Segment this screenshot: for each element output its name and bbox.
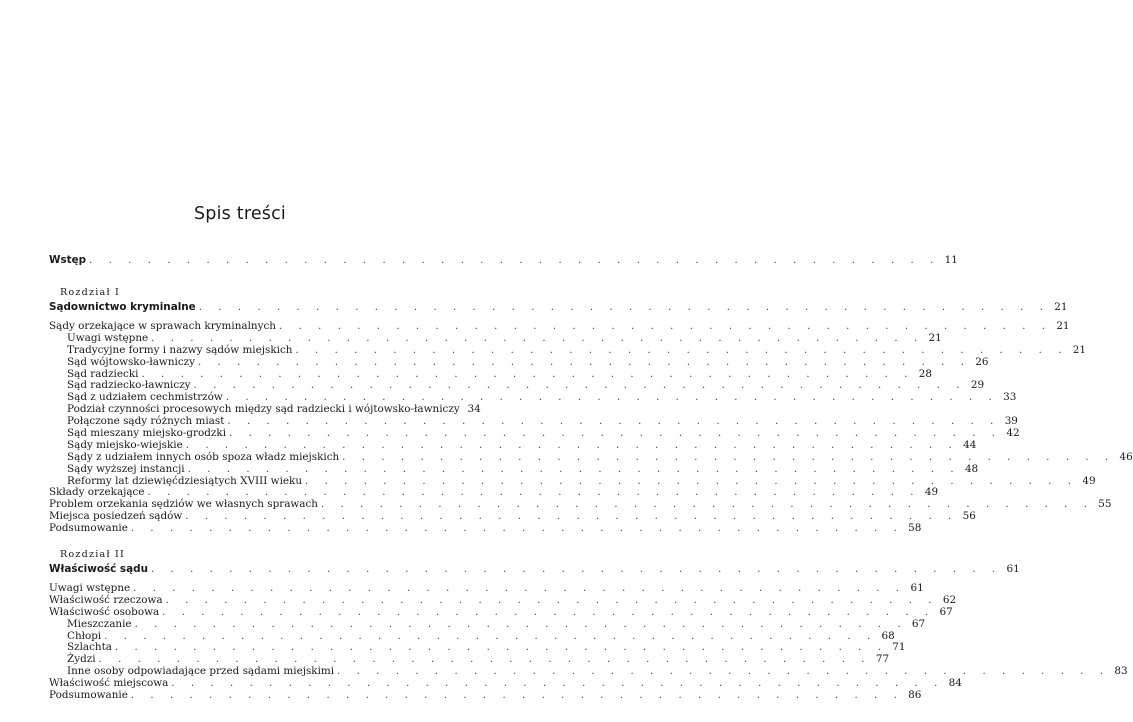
- dot-leader: . . . . . . . . . . . . . . . . . . . . . . . . . . . . . . . . . . . . . . . .: [198, 356, 971, 368]
- toc-entry-page: 55: [1094, 499, 1112, 511]
- toc-entry-page: 46: [1115, 452, 1133, 464]
- toc-entry-label: Sąd z udziałem cechmistrzów: [49, 392, 226, 404]
- dot-leader: . . . . . . . . . . . . . . . . . . . . . . . . . . . . . . . . . . . . . . . . . . . .: [198, 302, 1050, 313]
- dot-leader: . . . . . . . . . . . . . . . . . . . . . . . . . . . . . . . . . . . . . . . .: [151, 332, 924, 344]
- dot-leader: . . . . . . . . . . . . . . . . . . . . . . . . . . . . . . . . . . . . . . . .: [185, 511, 958, 523]
- toc-entry-label: Szlachta: [49, 642, 115, 654]
- spacer: [49, 535, 427, 549]
- toc-entry-page: 21: [1068, 345, 1086, 357]
- dot-leader: . . . . . . . . . . . . . . . . . . . . . . . . . . . . . . . . . . . . . . . .: [227, 416, 1000, 428]
- toc-entry-label: Chłopi: [49, 631, 104, 643]
- toc-entry-page: 71: [888, 642, 906, 654]
- toc-entry-page: 26: [971, 357, 989, 369]
- toc-entry[interactable]: [49, 617, 926, 631]
- toc-entry-page: 33: [998, 392, 1016, 404]
- dot-leader: . . . . . . . . . . . . . . . . . . . . . . . . . . . . . . . . . . . . . . . .: [130, 523, 904, 535]
- toc-entry-page: 67: [907, 619, 925, 631]
- toc-entry-page: 21: [924, 333, 942, 345]
- dot-leader: . . . . . . . . . . . . . . . . . . . . . . . . . . . . . . . . . . . . . . . .: [305, 475, 1078, 487]
- spacer: [49, 268, 427, 287]
- toc-entry[interactable]: [49, 343, 1086, 357]
- toc-entry-label: Inne osoby odpowiadające przed sądami miejskimi: [49, 666, 337, 678]
- toc-entry-page: 58: [903, 523, 921, 535]
- toc-entry-label: Właściwość osobowa: [49, 607, 162, 619]
- toc-entry-page: 11: [940, 252, 958, 268]
- toc-entry-page: 39: [1000, 416, 1018, 428]
- toc-entry-label: Właściwość sądu: [49, 561, 151, 577]
- chapter-label: Rozdział I: [60, 287, 120, 298]
- dot-leader: . . . . . . . . . . . . . . . . . . . . . . . . . . . . . . . . . . . . . . . .: [162, 606, 935, 618]
- dot-leader: . . . . . . . . . . . . . . . . . . . . . . . . . . . . . . . . . . . . . . . .: [279, 321, 1052, 332]
- dot-leader: . . . . . . . . . . . . . . . . . . . . . . . . . . . . . . . . . . . . . . . .: [295, 344, 1068, 356]
- dot-leader: . . . . . . . . . . . . . . . . . . . . . . . . . . . . . . . . . . . . . . . .: [187, 463, 961, 475]
- dot-leader: . . . . . . . . . . . . . . . . . . . . . . . . . . . . . . . . . . . . . . . .: [185, 439, 959, 451]
- dot-leader: . . . . . . . . . . . . . . . . . . . . . . . . . . . . . . . . . . . . . . . .: [193, 380, 967, 392]
- table-of-contents: [49, 252, 1133, 702]
- dot-leader: . . . . . . . . . . . . . . . . . . . . . . . . . . . . . . . . . . . . . . . .: [147, 487, 921, 499]
- toc-entry-label: Sąd wójtowsko-ławniczy: [49, 357, 198, 369]
- dot-leader: . . . . . . . . . . . . . . . . . . . . . . . . . . . . . . . . . . . . . . . .: [342, 451, 1115, 463]
- toc-entry-label: Miejsca posiedzeń sądów: [49, 511, 185, 523]
- toc-entry-page: 61: [1002, 561, 1020, 577]
- dot-leader: . . . . . . . . . . . . . . . . . . . . . . . . . . . . . . . . . . . . . . . .: [171, 678, 944, 690]
- chapter-title[interactable]: [49, 299, 1068, 315]
- toc-entry-page: 67: [935, 607, 953, 619]
- toc-entry-label: Podsumowanie: [49, 523, 131, 535]
- toc-entry-intro[interactable]: [49, 252, 958, 268]
- dot-leader: . . . . . . . . . . . . . . . . . . . . . . . . . . . . . . . . . . . . . . . .: [134, 618, 908, 630]
- toc-entry-label: Mieszczanie: [49, 619, 135, 631]
- toc-entry-label: Sądy wyższej instancji: [49, 464, 188, 476]
- toc-entry-page: 77: [871, 654, 889, 666]
- toc-entry-label: Sąd mieszany miejsko-grodzki: [49, 428, 229, 440]
- dot-leader: . . . . . . . . . . . . . . . . . . . . . . . . . . . . . . . . . . . . . . . . . . . .: [89, 255, 940, 266]
- toc-entry-label: Sądownictwo kryminalne: [49, 299, 199, 315]
- chapter-label: Rozdział II: [60, 549, 125, 561]
- toc-entry-label: Składy orzekające: [49, 487, 148, 499]
- toc-entry-page: 21: [1049, 299, 1067, 315]
- toc-entry-label: Uwagi wstępne: [49, 583, 133, 595]
- chapter-title[interactable]: [49, 561, 1020, 577]
- dot-leader: . . . . . . . . . . . . . . . . . . . . . . . . . . . . . . . . . . . . . . . .: [321, 499, 1094, 511]
- dot-leader: . . . . . . . . . . . . . . . . . . . . . . . . . . . . . . . . . . . . . . . .: [229, 428, 1002, 440]
- toc-entry-label: Żydzi: [49, 654, 99, 666]
- dot-leader: . . . . . . . . . . . . . . . . . . . . . . . . . . . . . . . . . . . . . . . .: [133, 583, 906, 595]
- toc-entry-page: 83: [1110, 666, 1128, 678]
- toc-entry[interactable]: [49, 641, 906, 654]
- toc-entry-label: Sąd radziecko-ławniczy: [49, 380, 194, 392]
- dot-leader: . . . . . . . . . . . . . . . . . . . . . . . . . . . . . . . . . . . . . . . .: [337, 666, 1110, 678]
- dot-leader: . . . . . . . . . . . . . . . . . . . . . . . . . . . . . . . . . . . . . . . .: [115, 642, 888, 654]
- toc-entry-label: Właściwość rzeczowa: [49, 595, 166, 607]
- dot-leader: . . . . . . . . . . . . . . . . . . . . . . . . . . . . . . . . . . . . . . . .: [104, 630, 877, 642]
- toc-entry-page: 42: [1002, 428, 1020, 440]
- toc-entry[interactable]: [49, 355, 989, 369]
- toc-entry-page: 56: [958, 511, 976, 523]
- toc-entry-page: 28: [914, 369, 932, 381]
- toc-entry-label: Tradycyjne formy i nazwy sądów miejskich: [49, 345, 295, 357]
- toc-entry[interactable]: [49, 450, 1133, 464]
- toc-entry-label: Sądy z udziałem innych osób spoza władz miejskich: [49, 452, 342, 464]
- toc-entry-page: 49: [920, 487, 938, 499]
- toc-entry-page: 21: [1052, 321, 1070, 333]
- dot-leader: . . . . . . . . . . . . . . . . . . . . . . . . . . . . . . . . . . . . . . . .: [141, 368, 914, 380]
- dot-leader: . . . . . . . . . . . . . . . . . . . . . . . . . . . . . . . . . . . . . . . .: [130, 690, 904, 702]
- toc-entry-page: 68: [877, 631, 895, 643]
- toc-entry[interactable]: [49, 462, 979, 476]
- toc-entry-label: Podsumowanie: [49, 690, 131, 702]
- dot-leader: . . . . . . . . . . . . . . . . . . . . . . . . . . . . . . . . . . . . . . . .: [165, 594, 939, 606]
- toc-entry-label: Sądy miejsko-wiejskie: [49, 440, 186, 452]
- toc-entry-page: 84: [944, 678, 962, 690]
- toc-entry-page: 62: [938, 595, 956, 607]
- toc-entry-page: 61: [906, 583, 924, 595]
- toc-entry-label: Problem orzekania sędziów we własnych sprawach: [49, 499, 321, 511]
- toc-entry[interactable]: [49, 331, 942, 345]
- toc-entry-label: Sąd radziecki: [49, 369, 141, 381]
- toc-entry[interactable]: [49, 522, 922, 535]
- toc-entry-label: Podział czynności procesowych między sąd radziecki i wójtowsko-ławniczy: [49, 404, 463, 416]
- toc-entry-label: Sądy orzekające w sprawach kryminalnych: [49, 321, 279, 333]
- toc-entry-page: 29: [966, 380, 984, 392]
- toc-entry-label: Właściwość miejscowa: [49, 678, 171, 690]
- dot-leader: . . . . . . . . . . . . . . . . . . . . . . . . . . . . . . . . . . . . . . . .: [225, 392, 999, 404]
- toc-entry-page: 44: [958, 440, 976, 452]
- toc-entry[interactable]: [49, 605, 953, 619]
- toc-entry-page: 86: [903, 690, 921, 702]
- toc-entry-label: Reformy lat dziewięćdziesiątych XVIII wieku: [49, 476, 305, 488]
- toc-entry-page: 49: [1078, 476, 1096, 488]
- toc-entry[interactable]: [49, 438, 977, 452]
- page-title: Spis treści: [194, 204, 286, 224]
- toc-entry-label: Wstęp: [49, 252, 89, 268]
- dot-leader: . . . . . . . . . . . . . . . . . . . . . . . . . . . . . . . . . . . . . . . . . . . .: [150, 564, 1002, 576]
- toc-entry-page: 34: [463, 404, 481, 416]
- dot-leader: . . . . . . . . . . . . . . . . . . . . . . . . . . . . . . . . . . . . . . . .: [98, 654, 872, 666]
- toc-entry[interactable]: [49, 689, 922, 702]
- toc-entry-page: 48: [960, 464, 978, 476]
- toc-entry-label: Uwagi wstępne: [49, 333, 151, 345]
- toc-entry-label: Połączone sądy różnych miast: [49, 416, 227, 428]
